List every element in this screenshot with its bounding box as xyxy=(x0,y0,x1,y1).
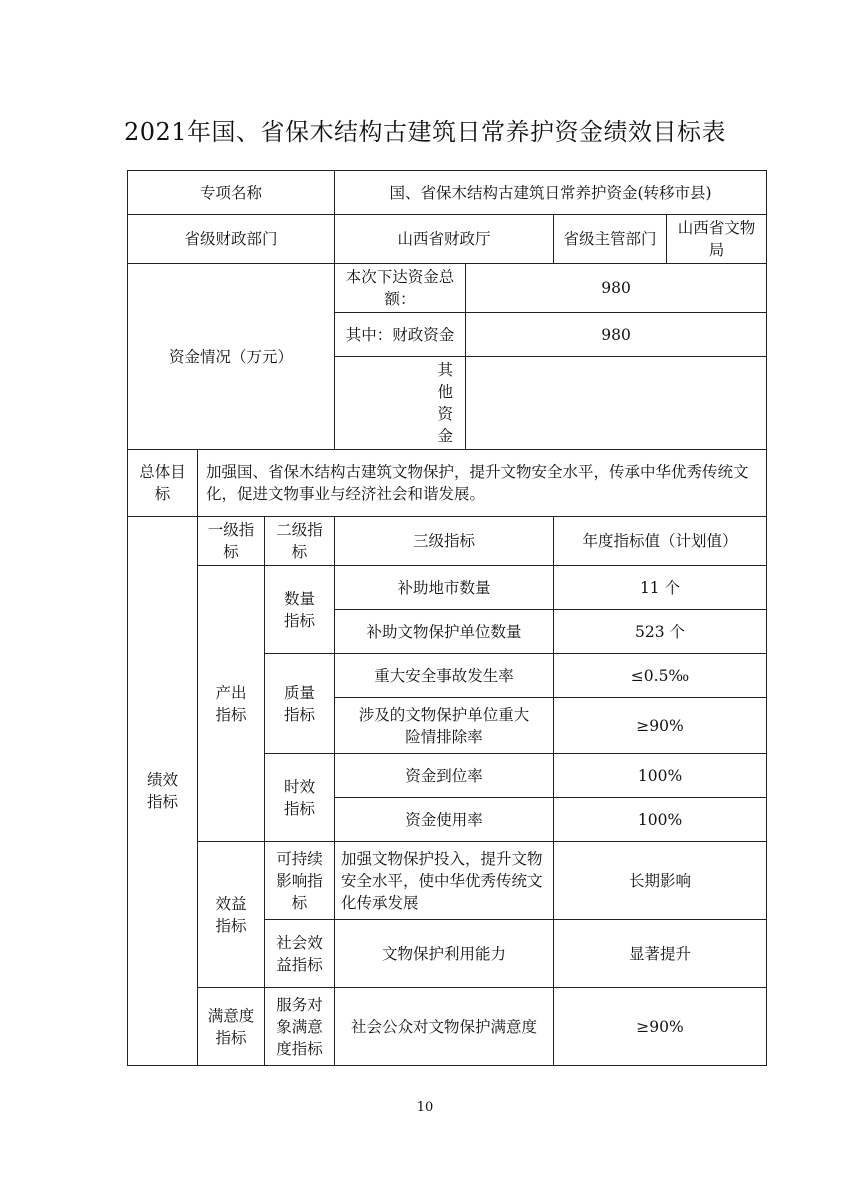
finance-dept-value: 山西省财政厅 xyxy=(335,215,554,264)
group-satisfaction-label: 满意度指标 xyxy=(198,988,265,1066)
header-level1: 一级指标 xyxy=(198,517,265,566)
indicator-cell: 补助地市数量 xyxy=(335,566,554,610)
funds-total-value: 980 xyxy=(466,264,767,313)
subgroup-quality-label: 质量指标 xyxy=(265,654,335,754)
indicator-cell: 资金到位率 xyxy=(335,754,554,798)
header-value: 年度指标值（计划值） xyxy=(554,517,767,566)
indicator-cell: 文物保护利用能力 xyxy=(335,920,554,988)
indicator-value: 显著提升 xyxy=(554,920,767,988)
subgroup-service-satisfaction-label: 服务对象满意度指标 xyxy=(265,988,335,1066)
funds-other-label: 其他资金 xyxy=(335,357,466,450)
funds-finance-label: 其中：财政资金 xyxy=(335,313,466,357)
overall-goal-text: 加强国、省保木结构古建筑文物保护，提升文物安全水平，传承中华优秀传统文化，促进文物事业与经济社会和谐发展。 xyxy=(198,450,767,517)
funds-finance-value: 980 xyxy=(466,313,767,357)
indicator-value: ≥90% xyxy=(554,698,767,754)
indicator-cell: 重大安全事故发生率 xyxy=(335,654,554,698)
page-number: 10 xyxy=(416,1100,434,1115)
indicator-value: 523 个 xyxy=(554,610,767,654)
funds-total-label: 本次下达资金总额： xyxy=(335,264,466,313)
header-level3: 三级指标 xyxy=(335,517,554,566)
indicator-value: 100% xyxy=(554,798,767,842)
indicator-cell: 补助文物保护单位数量 xyxy=(335,610,554,654)
supervisor-dept-value: 山西省文物局 xyxy=(667,215,767,264)
project-name-label: 专项名称 xyxy=(128,171,335,215)
indicator-value: 100% xyxy=(554,754,767,798)
indicator-value: ≥90% xyxy=(554,988,767,1066)
group-benefit-label: 效益指标 xyxy=(198,842,265,988)
subgroup-quantity-label: 数量指标 xyxy=(265,566,335,654)
indicator-value: 长期影响 xyxy=(554,842,767,920)
group-output-label: 产出指标 xyxy=(198,566,265,842)
supervisor-dept-label: 省级主管部门 xyxy=(554,215,667,264)
finance-dept-label: 省级财政部门 xyxy=(128,215,335,264)
indicator-cell: 社会公众对文物保护满意度 xyxy=(335,988,554,1066)
funds-label: 资金情况（万元） xyxy=(128,264,335,450)
project-name-value: 国、省保木结构古建筑日常养护资金(转移市县) xyxy=(335,171,767,215)
header-level2: 二级指标 xyxy=(265,517,335,566)
indicator-value: 11 个 xyxy=(554,566,767,610)
indicator-cell: 资金使用率 xyxy=(335,798,554,842)
indicator-cell: 涉及的文物保护单位重大险情排除率 xyxy=(335,698,554,754)
subgroup-timeliness-label: 时效指标 xyxy=(265,754,335,842)
subgroup-sustainable-label: 可持续影响指标 xyxy=(265,842,335,920)
indicator-value: ≤0.5‰ xyxy=(554,654,767,698)
funds-other-value xyxy=(466,357,767,450)
performance-indicators-label: 绩效指标 xyxy=(128,517,198,1066)
page-title: 2021年国、省保木结构古建筑日常养护资金绩效目标表 xyxy=(123,118,727,146)
indicator-cell: 加强文物保护投入，提升文物安全水平，使中华优秀传统文化传承发展 xyxy=(335,842,554,920)
overall-goal-label: 总体目标 xyxy=(128,450,198,517)
subgroup-social-label: 社会效益指标 xyxy=(265,920,335,988)
performance-target-table xyxy=(127,170,767,1066)
